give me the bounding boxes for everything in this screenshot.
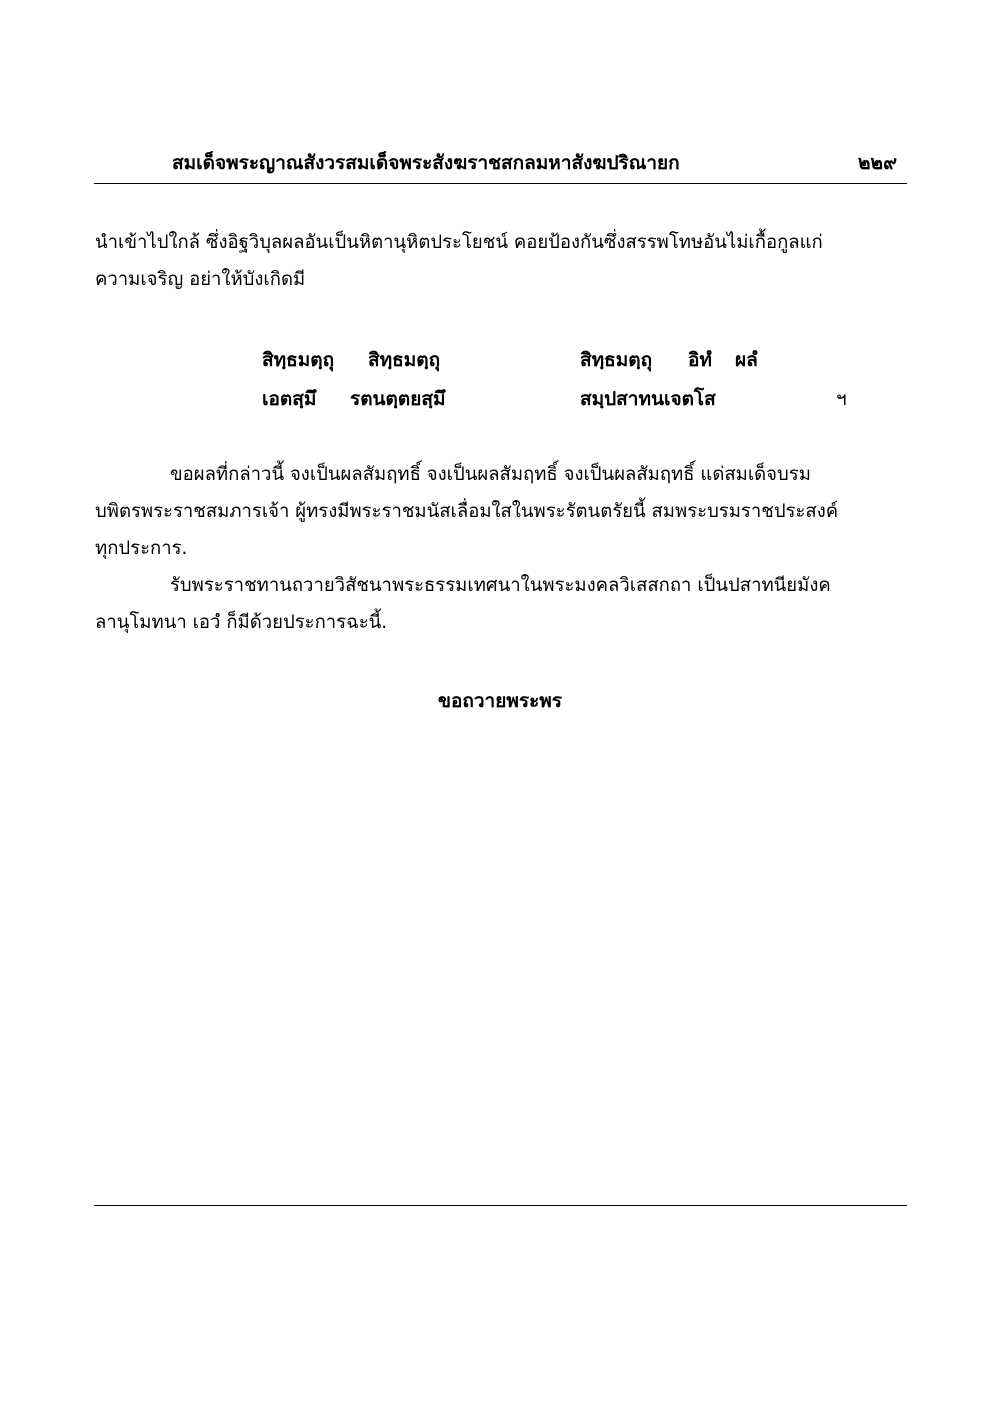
header-rule bbox=[94, 183, 907, 184]
intro-paragraph bbox=[95, 224, 907, 298]
running-title: สมเด็จพระญาณสังวรสมเด็จพระสังฆราชสกลมหาสังฆปริณายก bbox=[172, 152, 680, 174]
verse-r1-c2: สิทฺธมตฺถุ bbox=[368, 349, 441, 371]
verse-r1-c4: อิทํ bbox=[688, 349, 712, 371]
running-header bbox=[94, 148, 907, 178]
verse-r2-c3: สมฺปสาทนเจตโส bbox=[580, 388, 716, 410]
page-number: ๒๒๙ bbox=[858, 152, 897, 174]
repetition-mark: ฯ bbox=[836, 388, 847, 410]
blessing-paragraph bbox=[95, 456, 907, 567]
verse-r2-c2: รตนตฺตยสฺมึ bbox=[350, 388, 446, 410]
verse-r1-c5: ผลํ bbox=[735, 349, 758, 371]
blessing-line-1: ขอผลที่กล่าวนี้ จงเป็นผลสัมฤทธิ์ จงเป็นผลสัมฤทธิ์ จงเป็นผลสัมฤทธิ์ แด่สมเด็จบรม bbox=[170, 464, 811, 485]
intro-line-2: ความเจริญ อย่าให้บังเกิดมี bbox=[95, 269, 306, 290]
footer-rule bbox=[94, 1205, 907, 1206]
blessing-line-2: บพิตรพระราชสมภารเจ้า ผู้ทรงมีพระราชมนัสเลื่อมใสในพระรัตนตรัยนี้ สมพระบรมราชประสงค์ bbox=[95, 501, 839, 522]
closing-salutation: ขอถวายพระพร bbox=[437, 690, 563, 712]
verse-r2-c1: เอตสฺมึ bbox=[262, 388, 317, 410]
verse-r1-c3: สิทฺธมตฺถุ bbox=[580, 349, 653, 371]
receipt-line-1: รับพระราชทานถวายวิสัชนาพระธรรมเทศนาในพระมงคลวิเสสกถา เป็นปสาทนียมังค bbox=[170, 575, 831, 596]
blessing-line-3: ทุกประการ. bbox=[95, 538, 188, 559]
receipt-line-2: ลานุโมทนา เอวํ ก็มีด้วยประการฉะนี้. bbox=[95, 612, 388, 633]
intro-line-1: นำเข้าไปใกล้ ซึ่งอิฐวิบุลผลอันเป็นหิตานุหิตประโยชน์ คอยป้องกันซึ่งสรรพโทษอันไม่เกื้อกูลแก่ bbox=[95, 232, 823, 253]
receipt-paragraph bbox=[95, 567, 907, 641]
verse-r1-c1: สิทฺธมตฺถุ bbox=[262, 349, 335, 371]
